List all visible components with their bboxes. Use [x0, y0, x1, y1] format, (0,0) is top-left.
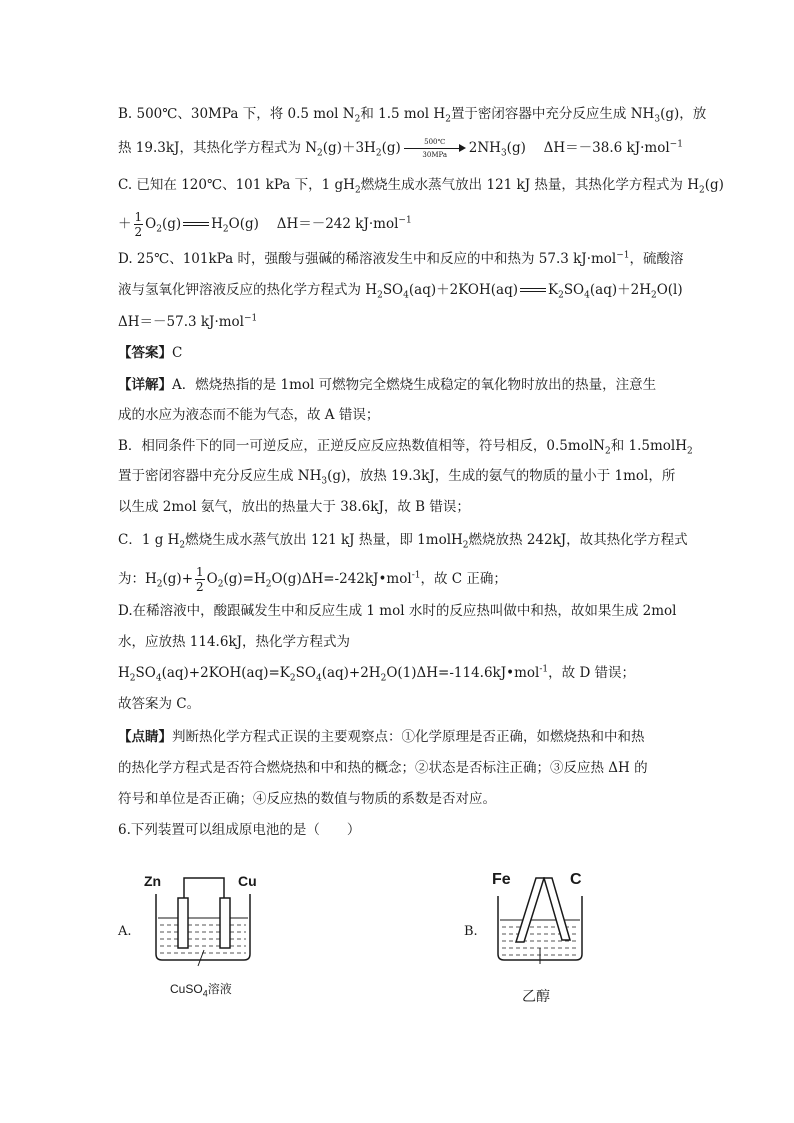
solution-pointer: [198, 950, 204, 966]
c-electrode: [544, 878, 570, 940]
detail-d-line-1: D.在稀溶液中，酸跟碱发生中和反应生成 1 mol 水时的反应热叫做中和热，故如果生成 2mol: [118, 603, 677, 619]
figure-a: [118, 866, 298, 1006]
answer-value: C: [172, 345, 183, 361]
answer-line: [118, 343, 678, 363]
detail-a-line-1: 【详解】A．燃烧热指的是 1mol 可燃物完全燃烧生成稳定的氧化物时放出的热量，注意生: [118, 377, 657, 393]
cuso4-solution-label: CuSO$_4$溶液: [170, 982, 232, 999]
detail-conclusion: 故答案为 C。: [118, 696, 201, 712]
comment-line-2: 的热化学方程式是否符合燃烧热和中和热的概念；②状态是否标注正确；③反应热 ΔH 的: [118, 760, 648, 776]
comment-line-3: 符号和单位是否正确；④反应热的数值与物质的系数是否对应。: [118, 791, 496, 807]
detail-b-line-1: B．相同条件下的同一可逆反应，正逆反应反应热数值相等，符号相反，0.5molN$_2$和 1.5molH$_2$: [118, 438, 693, 457]
option-d-line-3: ΔH＝－57.3 kJ·mol$^{-1}$: [118, 313, 258, 330]
comment-label: 【点睛】: [118, 729, 172, 745]
fe-electrode-label: Fe: [492, 871, 511, 888]
figure-a-option-label: A.: [118, 924, 132, 939]
equals-double-line: [183, 222, 209, 228]
cu-electrode: [220, 898, 230, 948]
zn-electrode-label: Zn: [144, 873, 162, 889]
detail-b-line-3: 以生成 2mol 氨气，放出的热量大于 38.6kJ，故 B 错误；: [118, 499, 470, 515]
zn-cu-cell-diagram: [118, 866, 298, 976]
option-c-line-2: ＋ $\frac{1}{2}$ $O_2(g)$ $H_2O(g)$ ΔH＝－242 kJ·mol$^{-1}$: [118, 210, 412, 239]
fraction-half: $\frac{1}{2}$: [134, 210, 143, 239]
fraction-half: $\frac{1}{2}$: [196, 565, 204, 594]
fe-electrode: [516, 878, 544, 942]
ethanol-label: 乙醇: [522, 989, 550, 1005]
answer-label: 【答案】: [118, 345, 172, 361]
c-electrode-label: C: [570, 871, 582, 888]
detail-label: 【详解】: [118, 377, 172, 393]
detail-a-line-2: 成的水应为液态而不能为气态，故 A 错误；: [118, 407, 380, 423]
fe-c-ethanol-diagram: [462, 860, 632, 980]
connecting-wire: [184, 878, 224, 898]
detail-d-line-2: 水，应放热 114.6kJ，热化学方程式为: [118, 634, 351, 650]
detail-c-line-2: 为：$H_2(g)+$ $\frac{1}{2}$ $O_2(g)=H_2O(g)\Delta H=-242kJ•mol^{-1}$，故 C 正确；: [118, 565, 507, 594]
equals-double-line: [520, 288, 546, 294]
figure-b: [462, 860, 632, 1010]
option-d-line-1: D. 25℃、101kPa 时，强酸与强碱的稀溶液发生中和反应的中和热为 57.3 kJ·mol$^{-1}$，硫酸溶: [118, 250, 684, 267]
option-d-line-2: 液与氢氧化钾溶液反应的热化学方程式为 $H_2SO_4(aq)+2KOH(aq)$ $K_2SO_4(aq)+2H_2O(l)$: [118, 282, 683, 301]
option-b-line-2: 热 19.3kJ，其热化学方程式为 $N_2(g)+3H_2(g)$ 500℃ 30MPa $2NH_3(g)$ ΔH＝－38.6 kJ·mol$^{-1}$: [118, 137, 683, 159]
option-c-line-1: C. 已知在 120℃、101 kPa 下，1 $gH_2$燃烧生成水蒸气放出 121 kJ 热量，其热化学方程式为 $H_2(g)$: [118, 177, 724, 196]
detail-c-line-1: C．1 g $H_2$燃烧生成水蒸气放出 121 kJ 热量，即 1molH$_2$燃烧放热 242kJ，故其热化学方程式: [118, 532, 688, 551]
option-b-line-1: B. 500℃、30MPa 下，将 0.5 mol $N_2$和 1.5 mol $H_2$置于密闭容器中充分反应生成 $NH_3(g)$，放: [118, 106, 707, 125]
figure-b-option-label: B.: [464, 924, 478, 939]
detail-d-line-3: $H_2SO_4(aq)+2KOH(aq)=K_2SO_4(aq)+2H_2O(1)\Delta H=-114.6kJ•mol^{-1}$，故 D 错误；: [118, 664, 636, 684]
zn-electrode: [178, 898, 188, 948]
reaction-arrow-conditions: 500℃ 30MPa: [404, 139, 466, 159]
detail-b-line-2: 置于密闭容器中充分反应生成 $NH_3(g)$，放热 19.3kJ，生成的氨气的物质的量小于 1mol，所: [118, 468, 676, 487]
comment-line-1: 【点睛】判断热化学方程式正误的主要观察点：①化学原理是否正确，如燃烧热和中和热: [118, 729, 645, 745]
beaker: [156, 894, 250, 960]
cu-electrode-label: Cu: [238, 873, 257, 889]
question-6: 6.下列装置可以组成原电池的是（ ）: [118, 822, 361, 838]
